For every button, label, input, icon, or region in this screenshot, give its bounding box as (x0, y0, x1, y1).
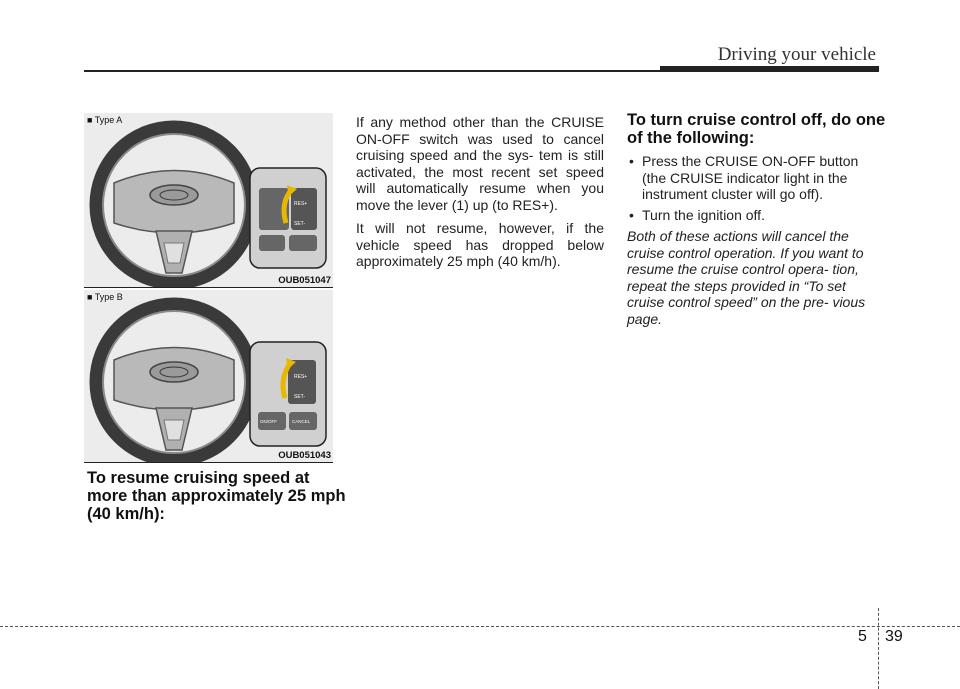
steering-wheel-illustration-b (84, 290, 333, 462)
figure-type-label: ■ Type B (87, 292, 123, 302)
figure-type-label: ■ Type A (87, 115, 123, 125)
body-paragraph: It will not resume, however, if the vehicle speed has dropped below approximately 25 mph (40 km/h). (356, 220, 604, 269)
italic-note: Both of these actions will cancel the cruise control operation. If you want to resume the cruise control opera- tion, repeat the steps provided in “To set cruise control speed” on the pre- vious page. (627, 228, 866, 327)
figure-type-b (84, 290, 333, 463)
page-number: 39 (885, 628, 903, 645)
resume-body (356, 114, 604, 277)
svg-text:ON/OFF: ON/OFF (260, 419, 277, 424)
svg-text:CANCEL: CANCEL (292, 419, 311, 424)
svg-text:RES+: RES+ (294, 201, 308, 207)
bullet-list (627, 153, 881, 223)
footer-divider (878, 608, 879, 689)
header-rule-accent (660, 66, 879, 72)
steering-wheel-illustration-a (84, 113, 333, 287)
footer-rule (0, 626, 960, 627)
header-title: Driving your vehicle (717, 44, 876, 65)
figure-code: OUB051043 (278, 450, 331, 461)
figure-code: OUB051047 (278, 275, 331, 286)
turn-off-heading: To turn cruise control off, do one of the following: (627, 111, 886, 147)
turn-off-body (627, 153, 881, 327)
bullet-icon: • (629, 206, 634, 223)
list-item (627, 207, 881, 224)
body-paragraph: If any method other than the CRUISE ON-OFF switch was used to cancel cruising speed and the sys- tem is still activated, the most recent set speed will automatically resume when you move the lever (1) up (to RES+). (356, 114, 604, 213)
svg-text:SET-: SET- (294, 221, 306, 227)
figure-type-a (84, 113, 333, 288)
bullet-icon: • (629, 153, 634, 169)
list-item-text: Turn the ignition off. (642, 206, 765, 223)
svg-text:SET-: SET- (294, 394, 306, 400)
resume-heading: To resume cruising speed at more than approximately 25 mph (40 km/h): (87, 469, 346, 523)
svg-text:RES+: RES+ (294, 374, 308, 380)
list-item (627, 153, 881, 203)
list-item-text: Press the CRUISE ON-OFF button (the CRUISE indicator light in the instrument cluster will go off). (642, 153, 859, 202)
section-number: 5 (858, 628, 867, 645)
